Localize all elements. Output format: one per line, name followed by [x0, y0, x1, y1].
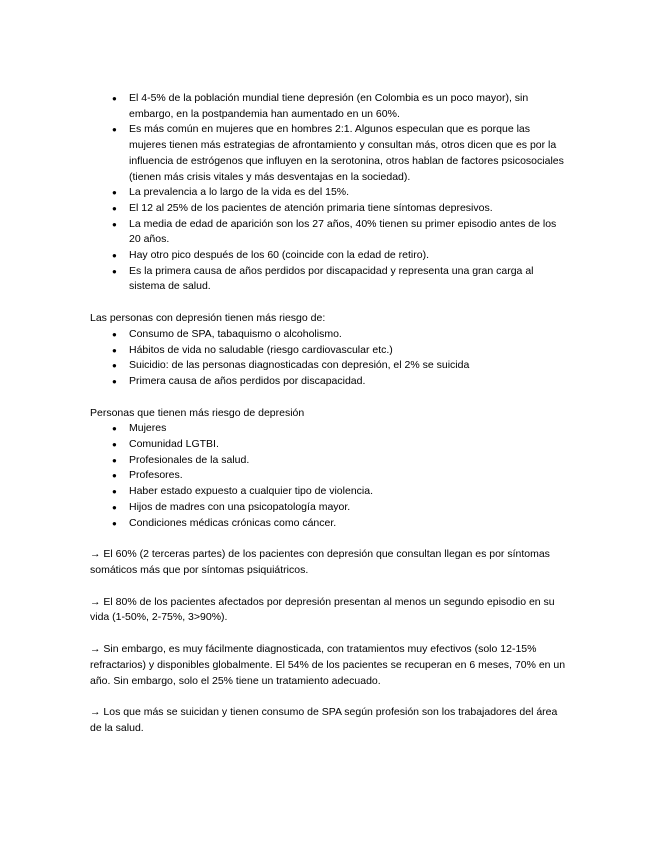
list-item: ● Condiciones médicas crónicas como cáncer.: [90, 516, 570, 532]
groups-bullet-list: [90, 421, 570, 531]
list-item: ● Haber estado expuesto a cualquier tipo de violencia.: [90, 484, 570, 500]
list-item: ● Consumo de SPA, tabaquismo o alcoholismo.: [90, 327, 570, 343]
risk-bullet-list: [90, 327, 570, 390]
list-item: ● Mujeres: [90, 421, 570, 437]
list-item: ● Es la primera causa de años perdidos por discapacidad y representa una gran carga al sistema de salud.: [90, 264, 570, 295]
arrow-paragraph: → Los que más se suicidan y tienen consumo de SPA según profesión son los trabajadores del área de la salud.: [90, 706, 558, 734]
list-item: ● El 12 al 25% de los pacientes de atención primaria tiene síntomas depresivos.: [90, 201, 570, 217]
list-item: ● Hijos de madres con una psicopatología mayor.: [90, 500, 570, 516]
risk-section: [90, 311, 570, 390]
arrow-paragraph: → Sin embargo, es muy fácilmente diagnosticada, con tratamientos muy efectivos (solo 12-15% refractarios) y disponibles globalmente. El 54% de los pacientes se recuperan en 6 meses, 70% en un año. Sin embargo, solo el 25% tiene un tratamiento adecuado.: [90, 643, 566, 687]
list-item: ● La prevalencia a lo largo de la vida es del 15%.: [90, 185, 570, 201]
list-item: ● Profesionales de la salud.: [90, 453, 570, 469]
groups-section: [90, 406, 570, 532]
document-page: [90, 91, 570, 753]
list-item: ● Primera causa de años perdidos por discapacidad.: [90, 374, 570, 390]
groups-heading: Personas que tienen más riesgo de depresión: [90, 406, 305, 419]
list-item: ● Profesores.: [90, 468, 570, 484]
arrow-paragraph: → El 80% de los pacientes afectados por depresión presentan al menos un segundo episodio en su vida (1-50%, 2-75%, 3>90%).: [90, 595, 555, 624]
list-item: ● Suicidio: de las personas diagnosticadas con depresión, el 2% se suicida: [90, 358, 570, 374]
list-item: ● Comunidad LGTBI.: [90, 437, 570, 453]
list-item: ● Es más común en mujeres que en hombres 2:1. Algunos especulan que es porque las mujeres tienen más estrategias de afrontamiento y consultan más, otros dicen que es por la influencia de estrógenos que influyen en la serotonina, otros hablan de factores psicosociales (tienen más crisis vitales y más desventajas en la sociedad).: [90, 122, 570, 185]
list-item: ● La media de edad de aparición son los 27 años, 40% tienen su primer episodio antes de los 20 años.: [90, 217, 570, 248]
intro-bullet-list: [90, 91, 570, 295]
list-item: ● El 4-5% de la población mundial tiene depresión (en Colombia es un poco mayor), sin embargo, en la postpandemia han aumentado en un 60%.: [90, 91, 570, 122]
risk-heading: Las personas con depresión tienen más riesgo de:: [90, 312, 326, 325]
list-item: ● Hay otro pico después de los 60 (coincide con la edad de retiro).: [90, 248, 570, 264]
arrow-paragraph: → El 60% (2 terceras partes) de los pacientes con depresión que consultan llegan es por síntomas somáticos más que por síntomas psiquiátricos.: [90, 548, 550, 576]
list-item: ● Hábitos de vida no saludable (riesgo cardiovascular etc.): [90, 343, 570, 359]
